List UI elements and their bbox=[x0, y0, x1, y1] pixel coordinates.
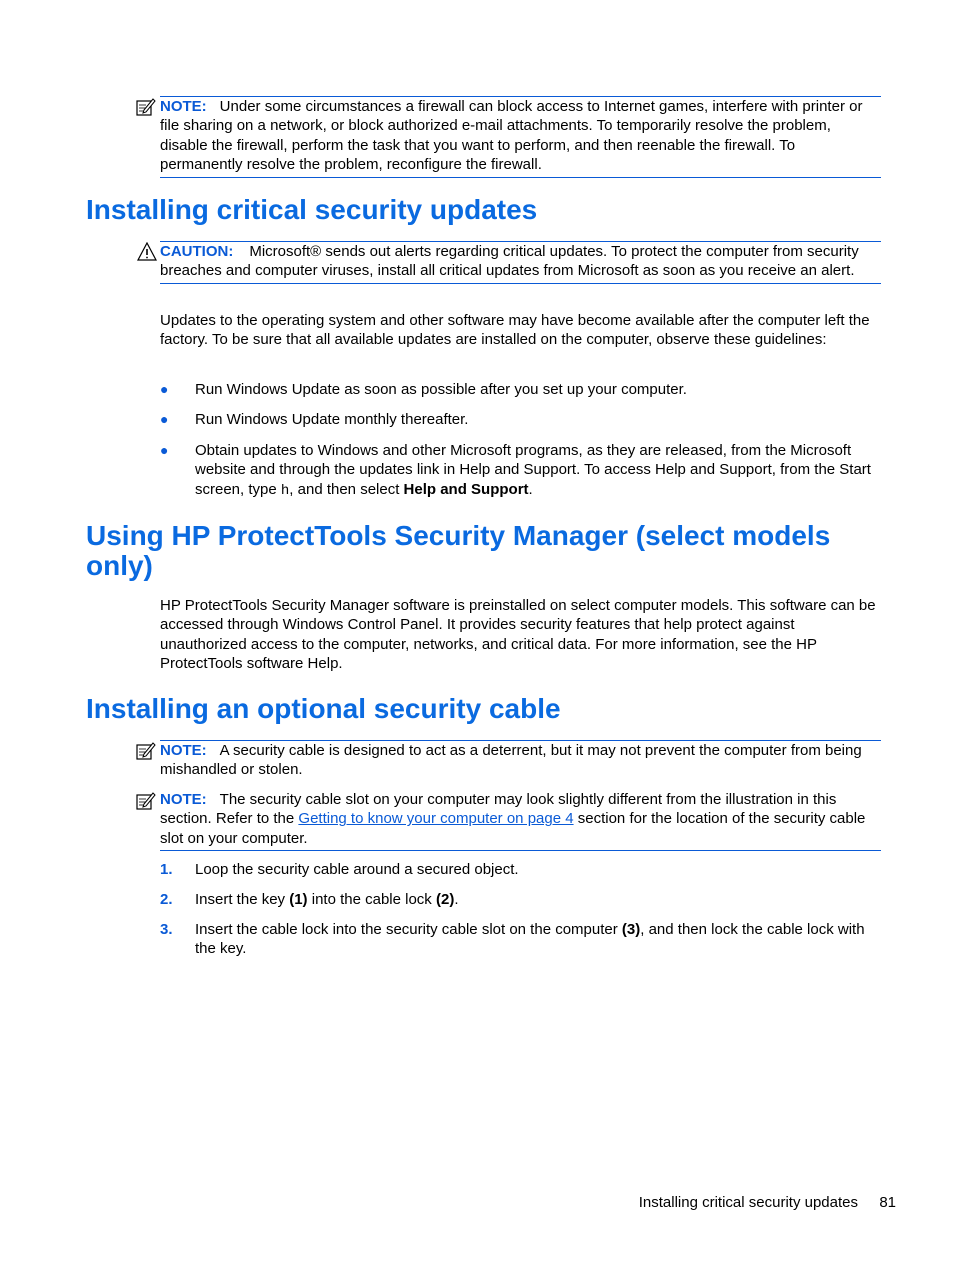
step-text: Loop the security cable around a secured object. bbox=[195, 861, 519, 878]
step-item bbox=[195, 920, 881, 959]
note-label: NOTE: bbox=[160, 98, 207, 115]
heading-protecttools: Using HP ProtectTools Security Manager (select models only) bbox=[86, 520, 831, 581]
bullet-text: , and then select bbox=[289, 480, 404, 498]
heading-critical-updates: Installing critical security updates bbox=[86, 194, 538, 225]
code-h: h bbox=[280, 482, 290, 499]
bullet-item bbox=[195, 441, 881, 501]
step-item bbox=[195, 860, 881, 879]
step-item bbox=[195, 890, 881, 909]
help-and-support-bold: Help and Support bbox=[403, 480, 529, 498]
page-number: 81 bbox=[879, 1194, 896, 1211]
getting-to-know-link[interactable]: Getting to know your computer on page 4 bbox=[298, 810, 574, 828]
step-text: into the cable lock bbox=[307, 891, 436, 908]
step-text: . bbox=[454, 891, 459, 908]
step-number: 3. bbox=[160, 921, 173, 938]
bullet-marker: ● bbox=[160, 381, 169, 397]
note-label: NOTE: bbox=[160, 742, 207, 759]
step-text: Insert the key bbox=[195, 891, 290, 908]
note-icon bbox=[136, 741, 156, 761]
heading-security-cable: Installing an optional security cable bbox=[86, 693, 561, 724]
step-number: 1. bbox=[160, 861, 173, 878]
footer-title: Installing critical security updates bbox=[638, 1194, 858, 1211]
note-icon bbox=[136, 791, 156, 811]
step-bold: (3) bbox=[621, 921, 641, 938]
note-cable-deterrent bbox=[160, 740, 881, 782]
note-icon bbox=[136, 97, 156, 117]
caution-label: CAUTION: bbox=[160, 243, 234, 260]
step-text: Insert the cable lock into the security cable slot on the computer bbox=[195, 921, 622, 938]
step-bold: (1) bbox=[289, 891, 308, 908]
note-text: Under some circumstances a firewall can block access to Internet games, interfere with printer or file sharing on a network, or block authorized e-mail attachments. To temporarily resolve the problem, disable the firewall, perform the task that you want to perform, and then reenable the firewall. To permanently resolve the problem, reconfigure the firewall. bbox=[160, 98, 863, 174]
note-text: The security cable slot on your computer may look slightly different from the illustration in this section. Refer to the bbox=[160, 791, 837, 828]
step-number: 2. bbox=[160, 891, 173, 908]
note-text: A security cable is designed to act as a deterrent, but it may not prevent the computer from being mishandled or stolen. bbox=[160, 742, 862, 779]
caution-text: Microsoft® sends out alerts regarding critical updates. To protect the computer from security breaches and computer viruses, install all critical updates from Microsoft as soon as you receive an alert. bbox=[160, 243, 859, 280]
bullet-text: Obtain updates to Windows and other Microsoft programs, as they are released, from the Microsoft website and through the updates link in Help and Support. To access Help and Support, from the Start screen, type bbox=[195, 442, 871, 498]
note-text: section for the location of the security cable slot on your computer. bbox=[160, 810, 866, 847]
note-firewall bbox=[160, 96, 881, 178]
caution-critical-updates bbox=[160, 241, 881, 284]
bullet-item: Run Windows Update as soon as possible after you set up your computer. bbox=[195, 381, 687, 398]
updates-intro: Updates to the operating system and other software may have become available after the computer left the factory. To be sure that all available updates are installed on the computer, observe these guidelines: bbox=[160, 312, 870, 349]
bullet-item: Run Windows Update monthly thereafter. bbox=[195, 411, 469, 428]
step-text: , and then lock the cable lock with the key. bbox=[195, 921, 865, 958]
bullet-marker: ● bbox=[160, 442, 169, 458]
bullet-text: . bbox=[528, 480, 533, 498]
bullet-marker: ● bbox=[160, 411, 169, 427]
protecttools-text: HP ProtectTools Security Manager software is preinstalled on select computer models. This software can be accessed through Windows Control Panel. It provides security features that help protect against unauthorized access to the computer, networks, and critical data. For more information, see the HP ProtectTools software Help. bbox=[160, 597, 876, 673]
note-label: NOTE: bbox=[160, 791, 207, 808]
step-bold: (2) bbox=[435, 891, 455, 908]
warning-triangle-icon bbox=[137, 242, 157, 262]
note-cable-slot bbox=[160, 790, 881, 851]
